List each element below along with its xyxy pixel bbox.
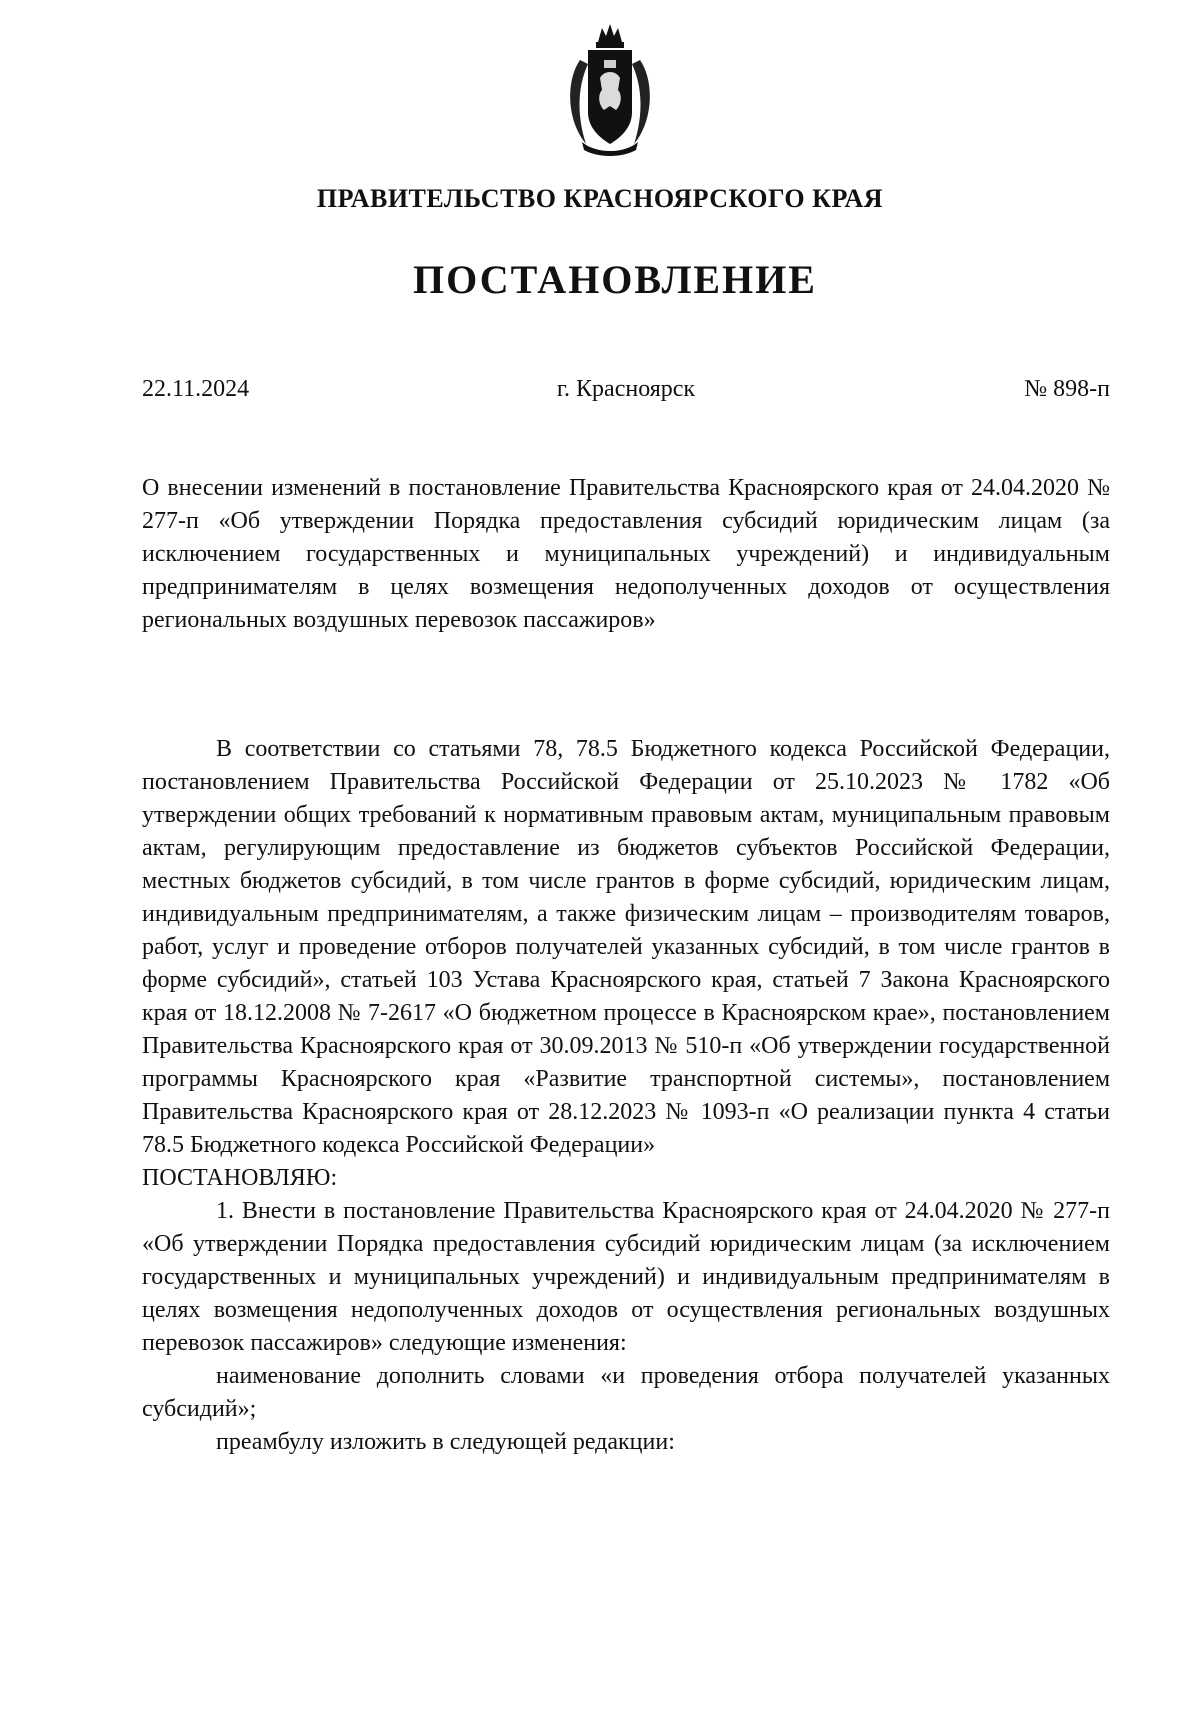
document-meta — [142, 376, 1110, 410]
document-date: 22.11.2024 — [142, 376, 250, 402]
document-subject — [142, 472, 1110, 637]
government-title: ПРАВИТЕЛЬСТВО КРАСНОЯРСКОГО КРАЯ — [316, 184, 884, 213]
document-number: № 898-п — [1024, 376, 1110, 402]
change-2-paragraph: преамбулу изложить в следующей редакции: — [216, 1429, 675, 1455]
item-1-paragraph: 1. Внести в постановление Правительства Красноярского края от 24.04.2020 № 277-п «Об утверждении Порядка предоставления субсидий юридическим лицам (за исключением государственных и муниципальных учреждений) и индивидуальным предпринимателям в целях возмещения недополученных доходов от осуществления региональных воздушных перевозок пассажиров» следующие изменения: — [142, 1198, 1110, 1356]
resolve-word: ПОСТАНОВЛЯЮ: — [142, 1165, 338, 1191]
krasnoyarsk-coat-of-arms-icon — [560, 20, 660, 160]
document-city: г. Красноярск — [556, 376, 696, 402]
document-body — [142, 733, 1110, 1459]
subject-text: О внесении изменений в постановление Правительства Красноярского края от 24.04.2020 № 277-п «Об утверждении Порядка предоставления субсидий юридическим лицам (за исключением государственных и муниципальных учреждений) и индивидуальным предпринимателям в целях возмещения недополученных доходов от осуществления региональных воздушных перевозок пассажиров» — [142, 475, 1110, 633]
document-type: ПОСТАНОВЛЕНИЕ — [413, 257, 817, 302]
preamble-paragraph: В соответствии со статьями 78, 78.5 Бюджетного кодекса Российской Федерации, постановлением Правительства Российской Федерации от 25.10.2023 № 1782 «Об утверждении общих требований к нормативным правовым актам, муниципальным правовым актам, регулирующим предоставление из бюджетов субъектов Российской Федерации, местных бюджетов субсидий, в том числе грантов в форме субсидий, юридическим лицам, индивидуальным предпринимателям, а также физическим лицам – производителям товаров, работ, услуг и проведение отборов получателей указанных субсидий, в том числе грантов в форме субсидий», статьей 103 Устава Красноярского края, статьей 7 Закона Красноярского края от 18.12.2008 № 7-2617 «О бюджетном процессе в Красноярском крае», постановлением Правительства Красноярского края от 30.09.2013 № 510-п «Об утверждении государственной программы Красноярского края «Развитие транспортной системы», постановлением Правительства Красноярского края от 28.12.2023 № 1093-п «О реализации пункта 4 статьи 78.5 Бюджетного кодекса Российской Федерации» — [142, 736, 1110, 1158]
change-1-paragraph: наименование дополнить словами «и проведения отбора получателей указанных субсидий»; — [142, 1363, 1110, 1422]
